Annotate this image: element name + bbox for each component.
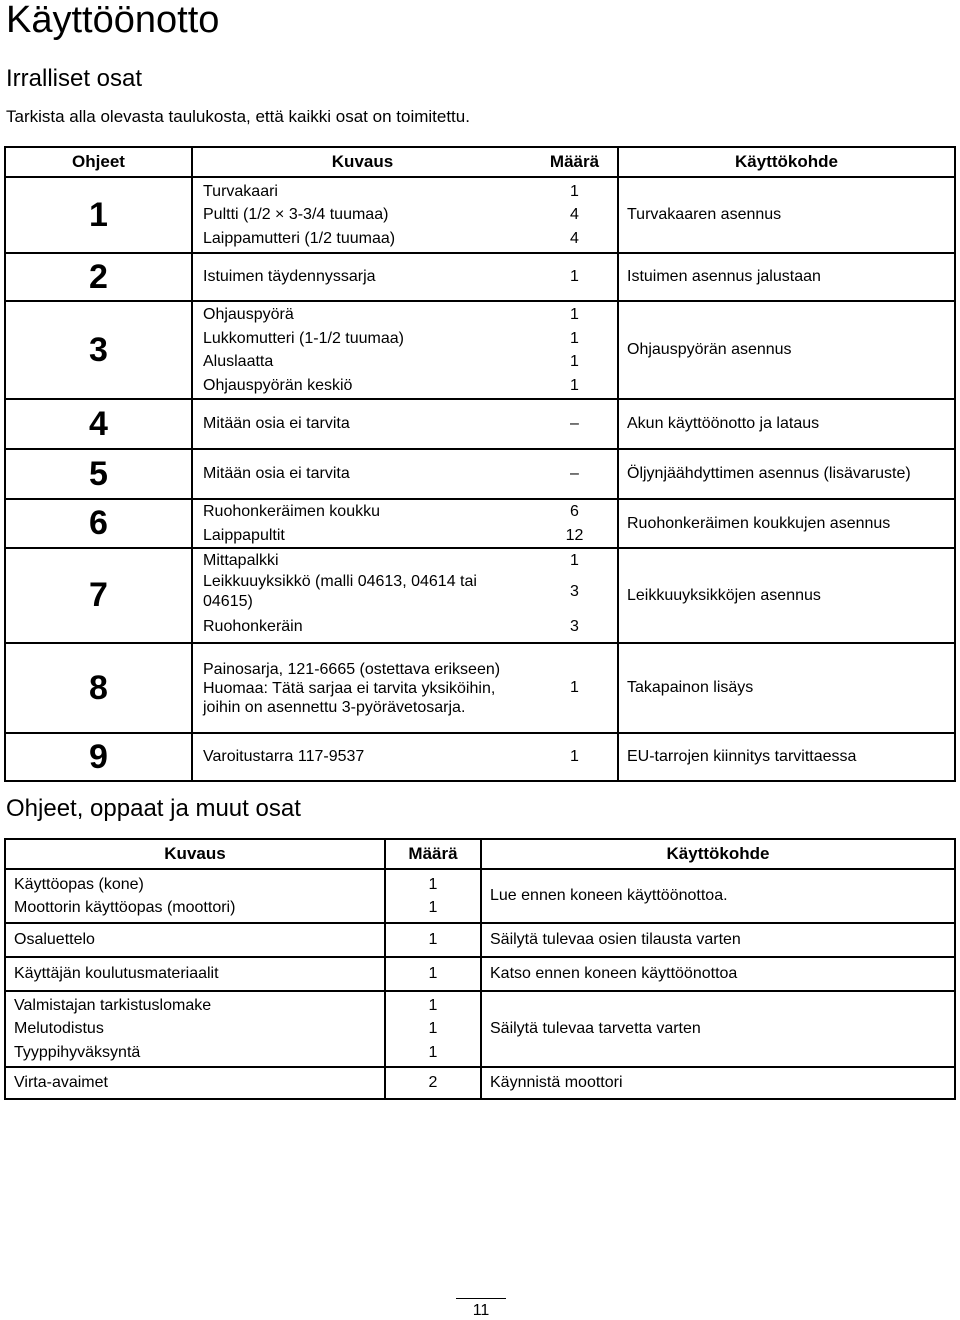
column-header-description: Kuvaus <box>5 839 385 869</box>
column-header-use: Käyttökohde <box>481 839 955 869</box>
step-number: 8 <box>5 643 192 733</box>
page-title: Käyttöönotto <box>6 0 220 41</box>
description-cell: Varoitustarra 117-9537 <box>203 748 365 765</box>
table-row <box>5 399 955 449</box>
quantity: 4 <box>570 229 579 247</box>
column-header-instructions: Ohjeet <box>5 147 192 177</box>
item-name: Valmistajan tarkistuslomake <box>14 996 212 1014</box>
description-cell: Painosarja, 121-6665 (ostettava erikseen) Huomaa: Tätä sarjaa ei tarvita yksiköihin, joihin on asennettu 3-pyörävetosarja. <box>192 643 532 733</box>
description-cell <box>5 991 385 1067</box>
part-name: Leikkuuyksikkö (malli 04613, 04614 tai 04615) <box>203 573 477 610</box>
quantity: 6 <box>570 503 579 520</box>
use-cell: EU-tarrojen kiinnitys tarvittaessa <box>627 748 857 765</box>
quantity-cell: 1 <box>532 733 618 781</box>
description-cell: Käyttäjän koulutusmateriaalit <box>5 957 385 991</box>
table-row <box>5 449 955 499</box>
use-cell: Ohjauspyörän asennus <box>618 301 955 399</box>
quantity: 3 <box>570 583 579 600</box>
quantity-cell: 1 <box>385 923 481 957</box>
column-header-quantity: Määrä <box>385 839 481 869</box>
use-cell: Katso ennen koneen käyttöönottoa <box>481 957 955 991</box>
quantity: 1 <box>570 182 579 200</box>
description-cell <box>192 301 532 399</box>
quantity-cell <box>532 177 618 253</box>
description-cell <box>192 548 532 643</box>
description-cell: Mitään osia ei tarvita <box>192 399 532 449</box>
quantity: 1 <box>428 1020 438 1038</box>
quantity: 1 <box>570 353 579 370</box>
description-cell: Mitään osia ei tarvita <box>192 449 532 499</box>
use-cell: Lue ennen koneen käyttöönottoa. <box>481 869 955 923</box>
use-cell: Turvakaaren asennus <box>618 177 955 253</box>
quantity: 1 <box>428 899 438 916</box>
part-name: Ruohonkeräin <box>203 618 303 635</box>
step-number: 7 <box>5 548 192 643</box>
quantity-cell: 2 <box>385 1067 481 1099</box>
description-cell <box>192 177 532 253</box>
item-name: Melutodistus <box>14 1020 104 1038</box>
step-number: 1 <box>5 177 192 253</box>
use-cell: Käynnistä moottori <box>490 1074 623 1091</box>
item-name: Moottorin käyttöopas (moottori) <box>14 899 236 916</box>
quantity-cell <box>532 499 618 548</box>
quantity-cell <box>385 869 481 923</box>
table-row <box>5 957 955 991</box>
quantity-cell: 1 <box>532 643 618 733</box>
part-name: Aluslaatta <box>203 353 274 370</box>
table-row <box>5 548 955 643</box>
use-cell: Takapainon lisäys <box>618 643 955 733</box>
intro-text: Tarkista alla olevasta taulukosta, että kaikki osat on toimitettu. <box>6 107 470 126</box>
use-cell: Säilytä tulevaa osien tilausta varten <box>481 923 955 957</box>
section-heading-loose-parts: Irralliset osat <box>6 65 143 92</box>
step-number: 5 <box>5 449 192 499</box>
quantity-cell: 1 <box>385 957 481 991</box>
table-row <box>5 499 955 548</box>
use-cell: Akun käyttöönotto ja lataus <box>618 399 955 449</box>
part-name: Mittapalkki <box>203 552 279 569</box>
table-row <box>5 923 955 957</box>
quantity: 4 <box>570 206 579 224</box>
table-row <box>5 869 955 923</box>
step-number: 2 <box>5 253 192 301</box>
part-name: Ohjauspyörän keskiö <box>203 376 353 394</box>
quantity: 1 <box>570 329 579 347</box>
description-cell: Osaluettelo <box>5 923 385 957</box>
column-header-use: Käyttökohde <box>618 147 955 177</box>
step-number: 6 <box>5 499 192 548</box>
page-number-rule <box>456 1298 506 1299</box>
step-number: 3 <box>5 301 192 399</box>
quantity-cell <box>385 991 481 1067</box>
part-name: Laippamutteri (1/2 tuumaa) <box>203 229 396 247</box>
table-row <box>5 1067 955 1099</box>
part-name: Laippapultit <box>203 526 285 544</box>
use-cell: Säilytä tulevaa tarvetta varten <box>481 991 955 1067</box>
quantity-cell: – <box>532 399 618 449</box>
step-number: 9 <box>5 733 192 781</box>
part-name: Lukkomutteri (1-1/2 tuumaa) <box>203 329 404 347</box>
quantity: 12 <box>565 526 584 544</box>
column-header-description: Kuvaus <box>192 147 532 177</box>
part-name: Ohjauspyörä <box>203 306 294 323</box>
page-number: 11 <box>472 1302 490 1319</box>
use-cell: Ruohonkeräimen koukkujen asennus <box>618 499 955 548</box>
quantity: 1 <box>428 996 438 1014</box>
description-cell <box>5 869 385 923</box>
part-name: Turvakaari <box>203 182 278 200</box>
loose-parts-table <box>4 146 956 782</box>
manuals-table <box>4 838 956 1100</box>
quantity: 1 <box>570 306 579 323</box>
table-row <box>5 253 955 301</box>
quantity-cell: – <box>532 449 618 499</box>
quantity-cell <box>532 548 618 643</box>
use-cell: Leikkuuyksikköjen asennus <box>618 548 955 643</box>
table-row <box>5 301 955 399</box>
step-number: 4 <box>5 399 192 449</box>
description-cell <box>192 499 532 548</box>
part-name: Ruohonkeräimen koukku <box>203 503 380 520</box>
quantity-cell: 1 <box>532 253 618 301</box>
quantity: 1 <box>570 376 579 394</box>
quantity: 1 <box>428 1043 438 1061</box>
quantity: 1 <box>428 875 438 893</box>
table-row <box>5 733 955 781</box>
table-row <box>5 991 955 1067</box>
part-name: Pultti (1/2 × 3-3/4 tuumaa) <box>203 206 389 224</box>
item-name: Käyttöopas (kone) <box>14 875 144 893</box>
quantity: 1 <box>570 552 579 569</box>
use-cell: Öljynjäähdyttimen asennus (lisävaruste) <box>618 449 955 499</box>
description-cell: Istuimen täydennyssarja <box>192 253 532 301</box>
quantity: 3 <box>570 618 579 635</box>
item-name: Tyyppihyväksyntä <box>14 1043 141 1061</box>
description-cell: Virta-avaimet <box>5 1067 385 1099</box>
quantity-cell <box>532 301 618 399</box>
use-cell: Istuimen asennus jalustaan <box>618 253 955 301</box>
table-row <box>5 643 955 733</box>
column-header-quantity: Määrä <box>532 147 618 177</box>
section-heading-manuals: Ohjeet, oppaat ja muut osat <box>6 795 301 822</box>
table-row <box>5 177 955 253</box>
